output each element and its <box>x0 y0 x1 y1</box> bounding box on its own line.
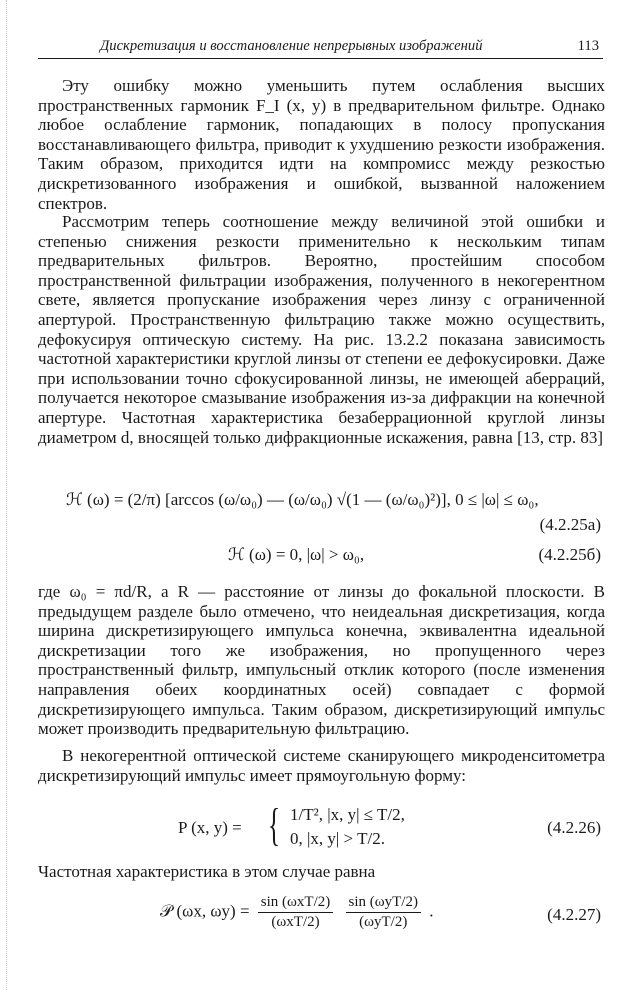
paragraph-4 <box>38 746 605 785</box>
paragraph-5-text: Частотная характеристика в этом случае равна <box>38 862 376 881</box>
equation-4-2-25b: ℋ (ω) = 0, |ω| > ω₀, <box>228 545 365 564</box>
left-brace: { <box>268 799 281 850</box>
fraction-y-denominator: (ωyT/2) <box>359 914 408 930</box>
fraction-x-numerator: sin (ωxT/2) <box>258 893 333 913</box>
equation-4-2-27-period: . <box>429 901 434 921</box>
fraction-x-denominator: (ωxT/2) <box>271 914 320 930</box>
paragraph-3 <box>38 582 605 739</box>
scan-edge <box>6 0 7 990</box>
equation-4-2-25a: ℋ (ω) = (2/π) [arccos (ω/ω₀) — (ω/ω₀) √(1 — (ω/ω₀)²)], 0 ≤ |ω| ≤ ω₀, <box>66 490 539 509</box>
equation-number-4-2-25a: (4.2.25а) <box>539 515 601 534</box>
running-header <box>100 38 599 55</box>
paragraph-4-text: В некогерентной оптической системе сканирующего микроденситометра дискретизирующий импульс имеет прямоугольную форму: <box>38 746 605 785</box>
header-rule <box>38 58 603 59</box>
equation-4-2-27-lhs: 𝒫 (ωx, ωy) = <box>160 901 250 921</box>
equation-number-4-2-26: (4.2.26) <box>547 818 601 837</box>
paragraph-1 <box>38 76 605 213</box>
paragraph-2-text: Рассмотрим теперь соотношение между величиной этой ошибки и степенью снижения резкости применительно к нескольким типам предварительных фильтров. Вероятно, простейшим способом пространственной фильтрации изображения, полученного в некогерентном свете, является пропускание изображения через линзу с ограниченной апертурой. Пространственную фильтрацию также можно осуществить, дефокусируя оптическую систему. На рис. 13.2.2 показана зависимость частотной характеристики круглой линзы от степени ее дефокусировки. Даже при использовании точно сфокусированной линзы, не имеющей аберраций, получается некоторое смазывание изображения из-за дифракции на конечной апертуре. Частотная характеристика безаберрационной круглой линзы диаметром d, вносящей только дифракционные искажения, равна [13, стр. 83] <box>38 212 605 447</box>
paragraph-3-text: где ω₀ = πd/R, а R — расстояние от линзы до фокальной плоскости. В предыдущем разделе было отмечено, что неидеальная дискретизация, когда ширина дискретизирующего импульса конечна, эквивалентна идеальной дискретизации того же изображения, но пропущенного через пространственный фильтр, импульсный отклик которого (после изменения направления обеих координатных осей) совпадает с формой дискретизирующего импульса. Таким образом, дискретизирующий импульс может производить предварительную фильтрацию. <box>38 582 605 739</box>
fraction-y <box>346 893 421 932</box>
paragraph-2 <box>38 212 605 447</box>
paragraph-5 <box>38 862 605 882</box>
equation-4-2-26-case-2: 0, |x, y| > T/2. <box>290 829 385 848</box>
equation-4-2-26-case-1: 1/T², |x, y| ≤ T/2, <box>290 805 405 824</box>
page-number: 113 <box>577 38 599 54</box>
running-title: Дискретизация и восстановление непрерывных изображений <box>100 38 483 54</box>
equation-4-2-27 <box>160 893 433 932</box>
equation-number-4-2-27: (4.2.27) <box>547 905 601 924</box>
paragraph-1-text: Эту ошибку можно уменьшить путем ослабления высших пространственных гармоник F_I (x, y) в предварительном фильтре. Однако любое ослабление гармоник, попадающих в полосу пропускания восстанавливающего фильтра, приводит к ухудшению резкости изображения. Таким образом, приходится идти на компромисс между резкостью дискретизованного изображения и ошибкой, вызванной наложением спектров. <box>38 76 605 213</box>
equation-4-2-26-lhs: P (x, y) = <box>178 818 242 837</box>
fraction-y-numerator: sin (ωyT/2) <box>346 893 421 913</box>
fraction-x <box>258 893 333 932</box>
equation-number-4-2-25b: (4.2.25б) <box>538 545 601 564</box>
